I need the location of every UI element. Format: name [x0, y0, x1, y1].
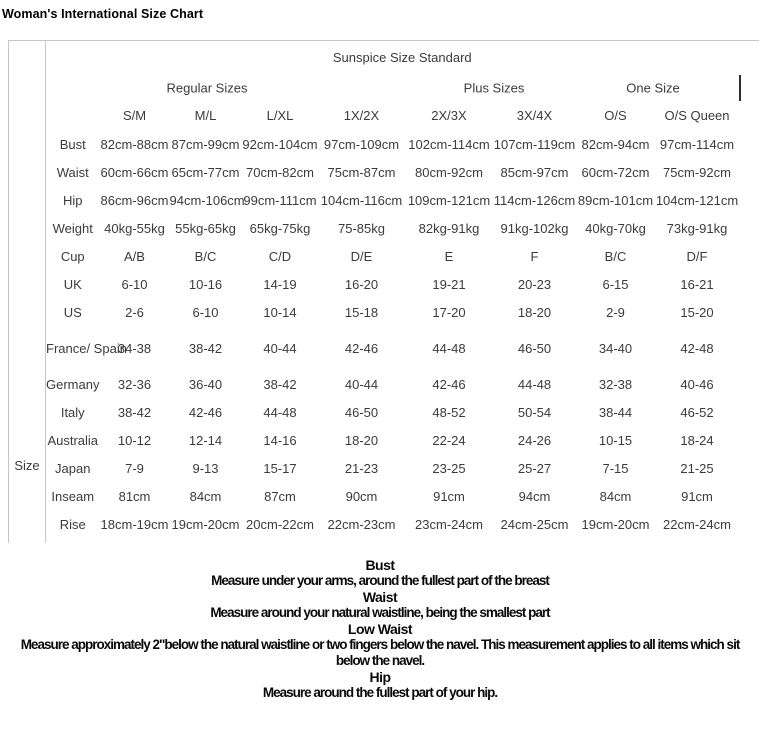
- value-cell: 10-16: [188, 277, 223, 292]
- value-cell: 48-52: [432, 405, 466, 420]
- table-row: [9, 243, 759, 271]
- column-header-2x-3x: 2X/3X: [431, 108, 467, 123]
- row-right-spacer: [739, 159, 759, 187]
- value-cell: 16-21: [680, 277, 714, 292]
- table-row: [9, 483, 759, 511]
- value-cell: 75cm-87cm: [327, 165, 396, 180]
- value-cell: 104cm-121cm: [655, 193, 739, 208]
- value-cell: 97cm-114cm: [659, 137, 735, 152]
- value-cell: 89cm-101cm: [577, 193, 654, 208]
- column-header-right-spacer: [739, 101, 759, 131]
- row-right-spacer: [739, 327, 759, 371]
- row-label: Waist: [56, 165, 89, 180]
- value-cell: 40-46: [680, 377, 714, 392]
- value-cell: D/E: [350, 249, 373, 264]
- value-cell: 18-20: [517, 305, 552, 320]
- row-label: Italy: [60, 405, 85, 420]
- row-right-spacer: [739, 371, 759, 399]
- size-row-group-label: Size: [14, 458, 40, 473]
- value-cell: 38-42: [263, 377, 297, 392]
- row-right-spacer: [739, 399, 759, 427]
- value-cell: 87cm: [264, 489, 296, 504]
- value-cell: 2-6: [125, 305, 144, 320]
- group-header-plus-sizes: Plus Sizes: [463, 80, 525, 95]
- value-cell: 85cm-97cm: [500, 165, 569, 180]
- value-cell: 114cm-126cm: [493, 193, 576, 208]
- value-cell: 107cm-119cm: [493, 137, 576, 152]
- value-cell: 15-17: [263, 461, 297, 476]
- row-label: Weight: [52, 221, 93, 236]
- column-header-1x-2x: 1X/2X: [343, 108, 380, 123]
- value-cell: 22cm-24cm: [663, 517, 731, 532]
- value-cell: 42-46: [344, 341, 379, 356]
- value-cell: 12-14: [188, 433, 223, 448]
- value-cell: 32-38: [598, 377, 633, 392]
- value-cell: 82cm-88cm: [100, 137, 169, 152]
- value-cell: 73kg-91kg: [666, 221, 728, 236]
- value-cell: 15-20: [680, 305, 714, 320]
- value-cell: 44-48: [432, 341, 466, 356]
- value-cell: 44-48: [517, 377, 552, 392]
- value-cell: 81cm: [118, 489, 151, 504]
- value-cell: 18cm-19cm: [100, 517, 169, 532]
- note-text: Measure under your arms, around the fullest part of the breast: [211, 573, 549, 588]
- value-cell: 91cm: [433, 489, 465, 504]
- table-row: [9, 511, 759, 539]
- value-cell: 14-16: [263, 433, 297, 448]
- value-cell: B/C: [604, 249, 627, 264]
- value-cell: 50-54: [517, 405, 552, 420]
- row-label: Australia: [47, 433, 99, 448]
- value-cell: 18-24: [680, 433, 714, 448]
- value-cell: 75-85kg: [338, 221, 385, 236]
- value-cell: C/D: [268, 249, 292, 264]
- measurement-notes: [0, 557, 760, 701]
- group-header-regular-sizes: Regular Sizes: [166, 80, 248, 95]
- value-cell: 19-21: [432, 277, 466, 292]
- row-label: Japan: [55, 461, 91, 476]
- table-row: [9, 371, 759, 399]
- value-cell: 6-15: [602, 277, 629, 292]
- row-right-spacer: [739, 131, 759, 159]
- value-cell: 6-10: [192, 305, 219, 320]
- value-cell: A/B: [124, 249, 145, 264]
- value-cell: 104cm-116cm: [320, 193, 403, 208]
- group-header-row: [46, 75, 759, 101]
- value-cell: 91cm: [681, 489, 713, 504]
- table-row: [9, 187, 759, 215]
- value-cell: 94cm-106cm: [169, 193, 245, 208]
- value-cell: 70cm-82cm: [246, 165, 314, 180]
- note-text: Measure around your natural waistline, being the smallest part: [210, 605, 550, 620]
- table-row: [9, 427, 759, 455]
- value-cell: 90cm: [345, 489, 378, 504]
- note-heading-hip: Hip: [369, 669, 391, 685]
- value-cell: 80cm-92cm: [415, 165, 483, 180]
- value-cell: 60cm-66cm: [100, 165, 169, 180]
- value-cell: 86cm-96cm: [100, 193, 169, 208]
- value-cell: 75cm-92cm: [663, 165, 731, 180]
- column-header-m-l: M/L: [194, 108, 217, 123]
- row-label: Germany: [46, 377, 100, 392]
- size-chart-table: [8, 40, 759, 543]
- note-text: Measure around the fullest part of your hip.: [262, 685, 498, 700]
- value-cell: D/F: [686, 249, 708, 264]
- note-heading-bust: Bust: [365, 557, 395, 573]
- value-cell: B/C: [194, 249, 217, 264]
- value-cell: 84cm: [599, 489, 632, 504]
- value-cell: 24cm-25cm: [500, 517, 569, 532]
- value-cell: 21-23: [344, 461, 379, 476]
- value-cell: 10-15: [598, 433, 633, 448]
- value-cell: 22-24: [432, 433, 466, 448]
- value-cell: 19cm-20cm: [581, 517, 650, 532]
- value-cell: 19cm-20cm: [171, 517, 240, 532]
- value-cell: 34-38: [117, 341, 152, 356]
- value-cell: 102cm-114cm: [408, 137, 490, 152]
- value-cell: 36-40: [188, 377, 223, 392]
- column-header-s-m: S/M: [122, 108, 147, 123]
- value-cell: 97cm-109cm: [323, 137, 400, 152]
- table-row: [9, 131, 759, 159]
- bottom-spacer: [46, 539, 759, 543]
- page-title: Woman's International Size Chart: [2, 7, 204, 21]
- table-row: [9, 455, 759, 483]
- row-label: UK: [63, 277, 82, 292]
- value-cell: 82kg-91kg: [418, 221, 480, 236]
- value-cell: 9-13: [192, 461, 219, 476]
- value-cell: 65kg-75kg: [249, 221, 311, 236]
- row-label: Bust: [59, 137, 86, 152]
- value-cell: 7-9: [125, 461, 144, 476]
- value-cell: 20cm-22cm: [246, 517, 314, 532]
- table-row: [9, 327, 759, 371]
- value-cell: F: [530, 249, 539, 264]
- value-cell: 22cm-23cm: [327, 517, 396, 532]
- value-cell: 94cm: [518, 489, 551, 504]
- table-row: [9, 271, 759, 299]
- one-size-divider: [739, 75, 741, 101]
- value-cell: 38-42: [117, 405, 152, 420]
- value-cell: 24-26: [517, 433, 552, 448]
- value-cell: 18-20: [344, 433, 379, 448]
- value-cell: 23cm-24cm: [415, 517, 483, 532]
- value-cell: 40kg-55kg: [104, 221, 165, 236]
- note-text: Measure approximately 2"below the natural waistline or two fingers below the navel. This measurement applies to all items which sit below the navel.: [20, 637, 740, 668]
- value-cell: 21-25: [680, 461, 714, 476]
- row-right-spacer: [739, 427, 759, 455]
- row-label: Inseam: [51, 489, 95, 504]
- note-heading-low-waist: Low Waist: [347, 621, 413, 637]
- value-cell: 46-50: [517, 341, 552, 356]
- value-cell: 15-18: [344, 305, 379, 320]
- value-cell: 7-15: [602, 461, 629, 476]
- value-cell: 38-44: [598, 405, 633, 420]
- row-right-spacer: [739, 215, 759, 243]
- value-cell: 42-46: [188, 405, 223, 420]
- value-cell: 40-44: [344, 377, 379, 392]
- table-row: [9, 399, 759, 427]
- row-right-spacer: [739, 187, 759, 215]
- table-row: [9, 159, 759, 187]
- value-cell: 6-10: [121, 277, 148, 292]
- row-label: Cup: [60, 249, 85, 264]
- group-header-one-size: One Size: [626, 80, 680, 95]
- value-cell: 82cm-94cm: [581, 137, 650, 152]
- value-cell: 23-25: [432, 461, 466, 476]
- row-right-spacer: [739, 271, 759, 299]
- value-cell: 87cm-99cm: [171, 137, 240, 152]
- column-header-spacer: [46, 101, 100, 131]
- value-cell: 91kg-102kg: [500, 221, 569, 236]
- column-header-l-xl: L/XL: [266, 108, 294, 123]
- value-cell: 14-19: [263, 277, 297, 292]
- value-cell: E: [444, 249, 454, 264]
- value-cell: 17-20: [432, 305, 466, 320]
- size-chart-container: [8, 40, 759, 543]
- value-cell: 65cm-77cm: [171, 165, 240, 180]
- value-cell: 10-14: [263, 305, 297, 320]
- value-cell: 42-46: [432, 377, 466, 392]
- row-right-spacer: [739, 483, 759, 511]
- value-cell: 40-44: [263, 341, 297, 356]
- value-cell: 38-42: [188, 341, 223, 356]
- value-cell: 16-20: [344, 277, 379, 292]
- value-cell: 44-48: [263, 405, 297, 420]
- row-label: Rise: [59, 517, 86, 532]
- row-right-spacer: [739, 243, 759, 271]
- table-row: [9, 215, 759, 243]
- row-right-spacer: [739, 455, 759, 483]
- row-label: US: [63, 305, 82, 320]
- value-cell: 60cm-72cm: [581, 165, 650, 180]
- value-cell: 2-9: [606, 305, 625, 320]
- size-column-cell: [9, 41, 46, 543]
- value-cell: 46-50: [344, 405, 379, 420]
- row-label: France/ Spain: [46, 341, 127, 356]
- value-cell: 99cm-111cm: [243, 193, 317, 208]
- value-cell: 25-27: [517, 461, 552, 476]
- value-cell: 34-40: [598, 341, 633, 356]
- table-row: [9, 299, 759, 327]
- column-header-o-s-queen: O/S Queen: [664, 108, 730, 123]
- column-header-o-s: O/S: [604, 108, 627, 123]
- value-cell: 46-52: [680, 405, 714, 420]
- row-right-spacer: [739, 511, 759, 539]
- value-cell: 20-23: [517, 277, 552, 292]
- row-right-spacer: [739, 299, 759, 327]
- value-cell: 109cm-121cm: [407, 193, 491, 208]
- note-heading-waist: Waist: [362, 589, 398, 605]
- standard-header: Sunspice Size Standard: [332, 50, 472, 66]
- value-cell: 84cm: [189, 489, 222, 504]
- column-header-3x-4x: 3X/4X: [516, 108, 553, 123]
- value-cell: 42-48: [680, 341, 714, 356]
- row-label: Hip: [62, 193, 83, 208]
- value-cell: 32-36: [117, 377, 152, 392]
- value-cell: 55kg-65kg: [175, 221, 236, 236]
- value-cell: 92cm-104cm: [242, 137, 318, 152]
- value-cell: 10-12: [117, 433, 152, 448]
- value-cell: 40kg-70kg: [585, 221, 646, 236]
